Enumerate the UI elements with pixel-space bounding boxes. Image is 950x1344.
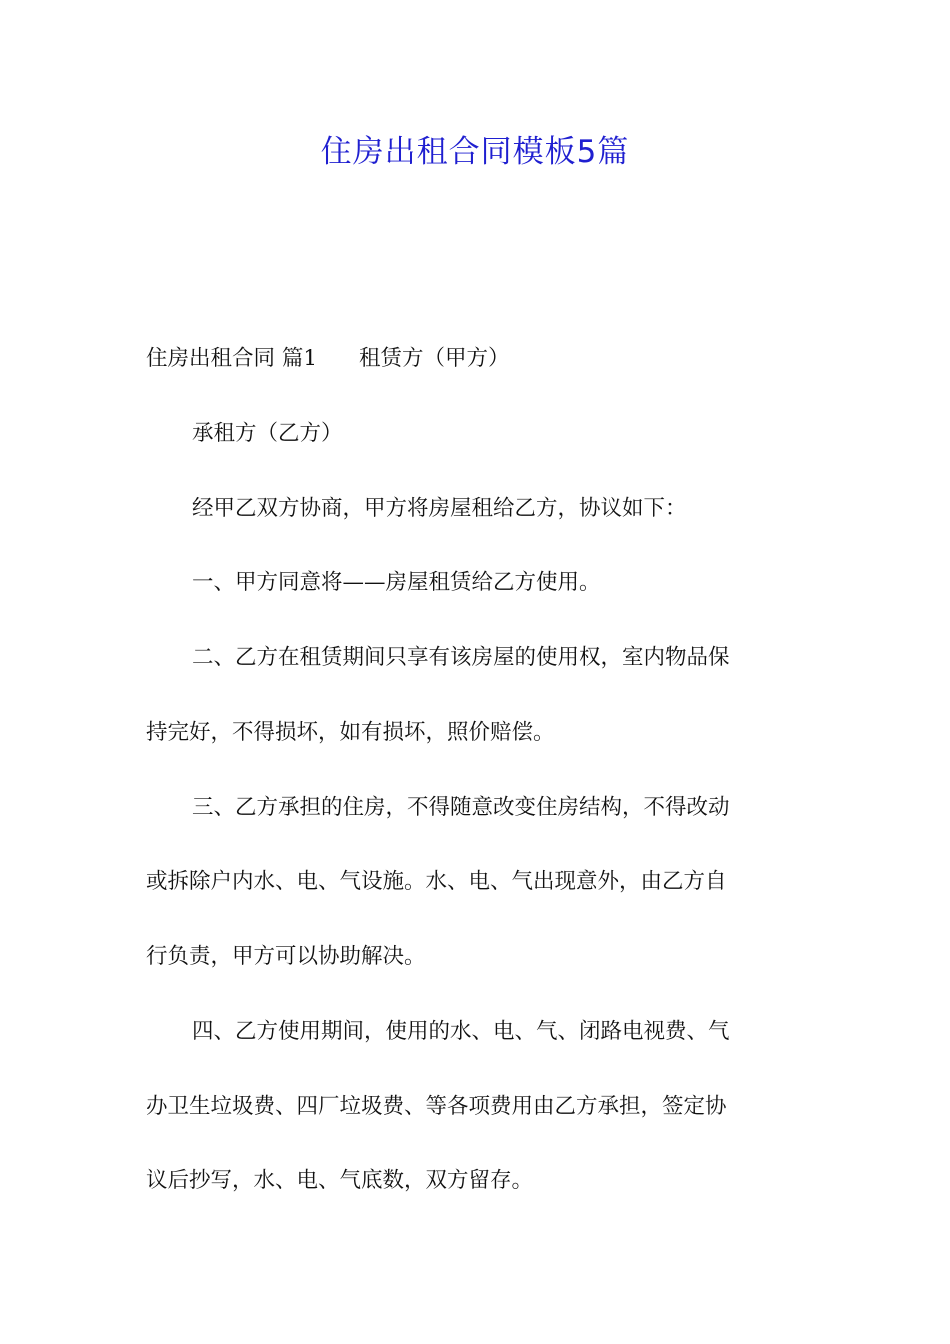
document-title: 住房出租合同模板5篇: [320, 134, 630, 170]
lessor-label: 租赁方（甲方）: [359, 346, 510, 371]
contract-section-heading: 住房出租合同 篇1: [146, 346, 318, 371]
clause-3-line-2: 或拆除户内水、电、气设施。水、电、气出现意外，由乙方自: [146, 869, 727, 894]
lessee-label: 承租方（乙方）: [192, 421, 343, 446]
clause-1: 一、甲方同意将——房屋租赁给乙方使用。: [192, 570, 601, 595]
agreement-intro: 经甲乙双方协商，甲方将房屋租给乙方，协议如下：: [192, 496, 687, 521]
clause-4-line-3: 议后抄写，水、电、气底数，双方留存。: [146, 1168, 534, 1193]
contract-heading-line: [146, 344, 806, 374]
clause-3-line-3: 行负责，甲方可以协助解决。: [146, 944, 426, 969]
clause-4-line-1: 四、乙方使用期间，使用的水、电、气、闭路电视费、气: [192, 1019, 730, 1044]
clause-2-line-1: 二、乙方在租赁期间只享有该房屋的使用权，室内物品保: [192, 645, 730, 670]
clause-3-line-1: 三、乙方承担的住房，不得随意改变住房结构，不得改动: [192, 795, 730, 820]
clause-4-line-2: 办卫生垃圾费、四厂垃圾费、等各项费用由乙方承担，签定协: [146, 1094, 727, 1119]
clause-2-line-2: 持完好，不得损坏，如有损坏，照价赔偿。: [146, 720, 555, 745]
